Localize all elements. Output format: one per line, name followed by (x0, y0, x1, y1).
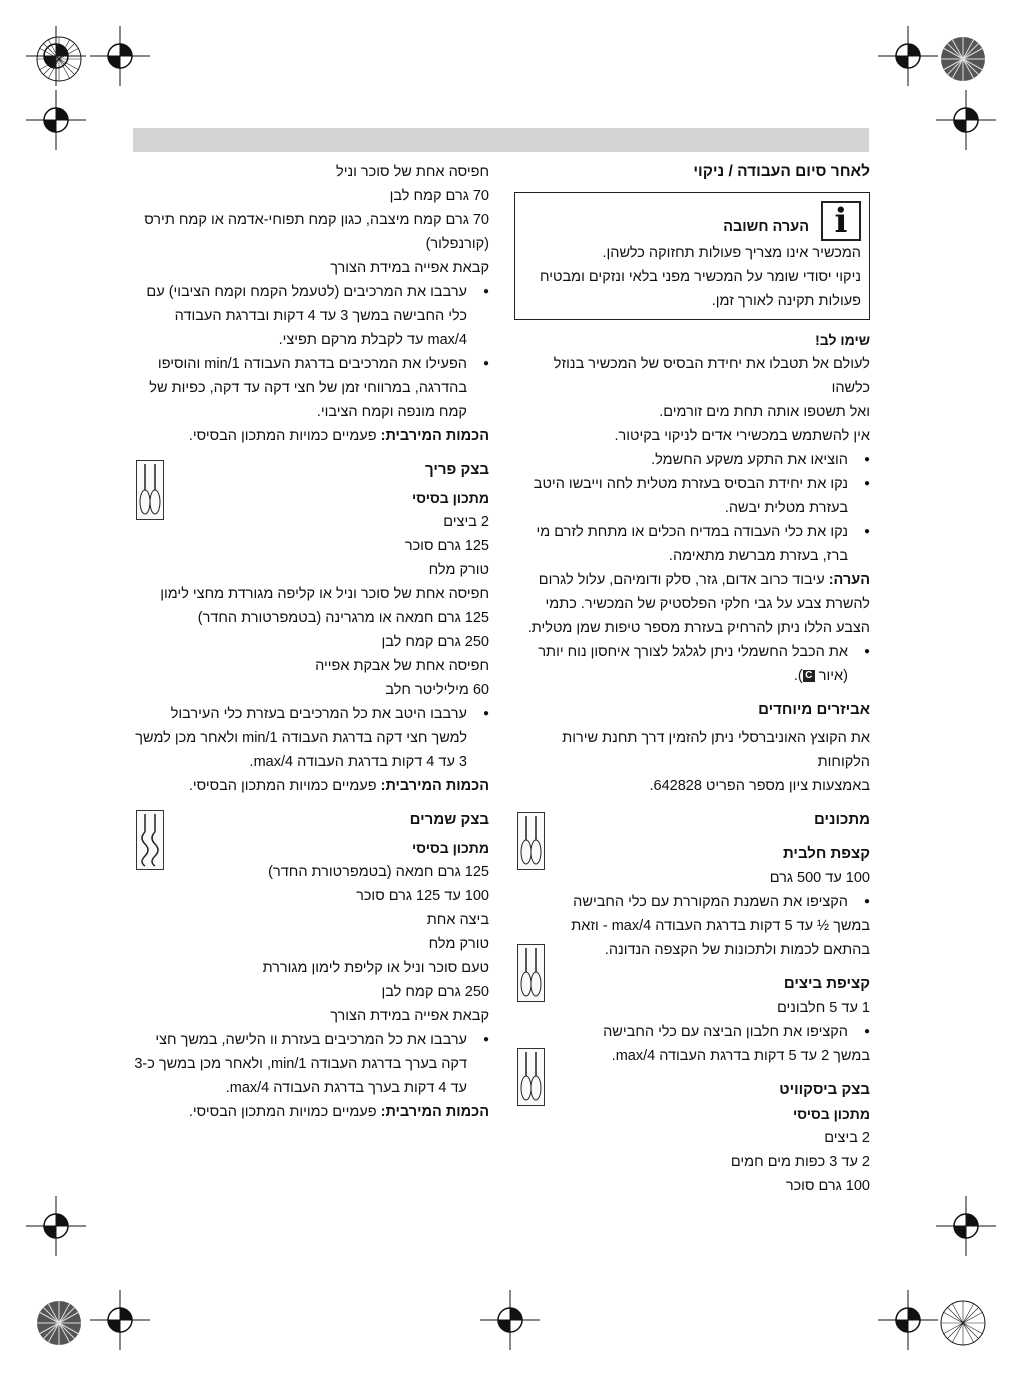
recipes-title: מתכונים (814, 811, 870, 828)
note-text: פעמיים כמויות המתכון הבסיסי. (188, 428, 377, 444)
ingredient: 125 גרם חמאה או מרגרינה (בטמפרטורת החדר) (197, 610, 489, 626)
whisk-icon (136, 460, 164, 520)
registration-mark-icon (878, 26, 938, 86)
info-icon: i (821, 201, 861, 241)
cord-text: את הכבל החשמלי ניתן לגלגל לצורך איחסון נוח יותר (538, 644, 848, 660)
list-item: ● הפעילו את המרכיבים בדרגת העבודה min/1 והוסיפו בהדרגה, במרווחי זמן של חצי דקה עד דקה, כפיות של קמח מונפה וקמח הציבוי. (133, 352, 489, 424)
ingredient: 250 גרם קמח לבן (381, 634, 489, 650)
figure-c-badge: C (803, 670, 815, 682)
note-text: פעמיים כמויות המתכון הבסיסי. (188, 1104, 377, 1120)
registration-mark-icon (936, 90, 996, 150)
registration-mark-icon (26, 1196, 86, 1256)
steps (133, 280, 489, 424)
warning-title: שימו לב! (815, 332, 870, 348)
color-rosette-icon (36, 1300, 82, 1346)
registration-mark-icon (480, 1290, 540, 1350)
ingredient: טורק מלח (428, 936, 489, 952)
ingredient: (קורנפלור) (425, 236, 489, 252)
list-item: ● ערבבו את כל המרכיבים בעזרת וו הלישה, במשך חצי דקה בערך בדרגת העבודה min/1, ולאחר מכן במשך כ-3 עד 4 דקות בערך בדרגת העבודה max/4. (133, 1028, 489, 1100)
dough-hook-icon (136, 810, 164, 870)
recipe-title: קציפת ביצים (783, 975, 870, 992)
list-item: ● ערבבו היטב את כל המרכיבים בעזרת כלי העירבול למשך חצי דקה בדרגת העבודה min/1 ולאחר מכן למשך 3 עד 4 דקות בדרגת העבודה max/4. (133, 702, 489, 774)
important-note-box (514, 192, 870, 320)
note-label: הכמות המירבית: (380, 778, 489, 794)
recipe-subtitle: מתכון בסיסי (793, 1106, 870, 1122)
note-line: פעולות תקינה לאורך זמן. (711, 293, 861, 309)
ingredient: 60 מיליליטר חלב (385, 682, 489, 698)
ingredient: 100 עד 125 גרם סוכר (356, 888, 489, 904)
recipe-title: בצק שמרים (409, 811, 489, 828)
recipe-subtitle: מתכון בסיסי (412, 840, 489, 856)
note-label: הערה: (828, 572, 870, 588)
ingredient: 2 ביצים (443, 514, 489, 530)
registration-mark-icon (90, 1290, 150, 1350)
cord-ref: (איור (818, 668, 848, 684)
ingredient: 100 גרם סוכר (785, 1178, 870, 1194)
note-title: הערה חשובה (723, 219, 809, 235)
list-item: ● נקו את כלי העבודה במדיח הכלים או מתחת לזרם מי ברז, בעזרת מברשת מתאימה. (514, 520, 870, 568)
warning-line: אין להשתמש במכשירי אדים לניקוי בקיטור. (614, 428, 870, 444)
step-line: ● הקציפו את השמנת המקוררת עם כלי החבישה (573, 894, 848, 910)
registration-mark-icon (90, 26, 150, 86)
accessories-line: את הקוצץ האוניברסלי ניתן להזמין דרך תחנת שירות הלקוחות (562, 730, 870, 770)
recipe-qty: 1 עד 5 חלבונים (776, 1000, 870, 1016)
list-item (514, 890, 870, 914)
right-column (514, 160, 870, 1198)
recipe-title: קצפת חלבית (782, 845, 870, 862)
recipe-subtitle: מתכון בסיסי (412, 490, 489, 506)
whisk-icon (517, 812, 545, 870)
list-item: ● ערבבו את המרכיבים (לטעמל הקמח וקמח הציבוי) עם כלי החבישה במשך 3 עד 4 דקות ובדרגת העבודה max/4 עד לקבלת מרקם תפיצי. (133, 280, 489, 352)
ingredient: קבאת אפייה במידת הצורך (330, 260, 489, 276)
ingredient: 125 גרם סוכר (404, 538, 489, 554)
cleaning-steps (514, 448, 870, 568)
step-line: במשך 2 עד 5 דקות בדרגת העבודה max/4. (611, 1048, 870, 1064)
cord-ref-end: ). (793, 668, 803, 684)
header-bar (133, 128, 869, 152)
ingredient: 2 עד 3 כפות מים חמים (730, 1154, 870, 1170)
warning-line: לעולם אל תטבלו את יחידת הבסיס של המכשיר בנוזל כלשהו (553, 356, 870, 396)
registration-mark-icon (936, 1196, 996, 1256)
ingredient: קבאת אפייה במידת הצורך (330, 1008, 489, 1024)
ingredient: 70 גרם קמח לבן (389, 188, 489, 204)
recipe-steps (514, 890, 870, 914)
max-quantity-note (133, 774, 489, 798)
steps (133, 702, 489, 774)
starburst-icon (940, 1300, 986, 1346)
color-rosette-icon (940, 36, 986, 82)
note-label: הכמות המירבית: (380, 1104, 489, 1120)
ingredient: 70 גרם קמח מיצבה, כגון קמח תפוחי-אדמה או קמח תירס (144, 212, 489, 228)
warning-line: ואל תשטפו אותה תחת מים זורמים. (659, 404, 870, 420)
note-label: הכמות המירבית: (380, 428, 489, 444)
ingredient: חפיסה אחת של אבקת אפייה (315, 658, 489, 674)
ingredient: חפיסה אחת של סוכר וניל (336, 164, 489, 180)
step-line: בהתאם לכמות ולתכונות של הקצפה הנדונה. (604, 942, 870, 958)
left-column (133, 160, 489, 1124)
recipe-title: בצק ביסקוויט (779, 1081, 870, 1098)
whisk-icon (517, 1048, 545, 1106)
section-title-after-use: לאחר סיום העבודה / ניקוי (693, 163, 870, 180)
step-line: במשך ½ עד 5 דקות בדרגת העבודה max/4 - וזאת (571, 918, 870, 934)
ingredient: 125 גרם חמאה (בטמפרטורת החדר) (268, 864, 489, 880)
ingredient: 2 ביצים (824, 1130, 870, 1146)
biscuit-section (514, 1078, 870, 1198)
note-text: פעמיים כמויות המתכון הבסיסי. (188, 778, 377, 794)
ingredient: ביצה אחת (426, 912, 489, 928)
steps (133, 1028, 489, 1100)
registration-mark-icon (878, 1290, 938, 1350)
ingredient: טעם סוכר וניל או קליפת לימון מגוררת (262, 960, 489, 976)
whisk-icon (517, 944, 545, 1002)
cord-step (514, 640, 870, 688)
max-quantity-note (133, 1100, 489, 1124)
accessories-title: אביזרים מיוחדים (758, 701, 870, 718)
egg-whites-section (514, 972, 870, 1068)
note-line: המכשיר אינו מצריך פעולות תחזוקה כלשהן. (602, 245, 861, 261)
list-item: ● הוציאו את התקע משקע החשמל. (514, 448, 870, 472)
color-note (514, 568, 870, 640)
note-line: ניקוי יסודי שומר על המכשיר מפני בלאי ונזקים ומבטיח (539, 269, 861, 285)
recipe-title: בצק פריך (425, 461, 489, 478)
list-item: ● הקציפו את חלבון הביצה עם כלי החבישה (514, 1020, 870, 1044)
list-item (514, 640, 870, 688)
recipe-steps (514, 1020, 870, 1044)
ingredient: 250 גרם קמח לבן (381, 984, 489, 1000)
note-text: עיבוד כרוב אדום, גזר, סלק ודומיהם, עלול לגרום להשרת צבע על גבי חלקי הפלסטיק של המכשיר. כתמי הצבע הללו ניתן להרחיק בעזרת מספר טיפות שמן מטלית. (527, 572, 870, 636)
recipe-qty: 100 עד 500 גרם (769, 870, 870, 886)
ingredient: חפיסה אחת של סוכר וניל או קליפה מגורדת מחצי לימון (160, 586, 489, 602)
registration-mark-icon (26, 90, 86, 150)
ingredient: טורק מלח (428, 562, 489, 578)
starburst-icon (36, 36, 82, 82)
list-item: ● נקו את יחידת הבסיס בעזרת מטלית לחה וייבשו היטב בעזרת מטלית יבשה. (514, 472, 870, 520)
whipped-cream-section (514, 842, 870, 962)
max-quantity-note (133, 424, 489, 448)
accessories-line: באמצעות ציון מספר הפריט 642828. (649, 778, 870, 794)
